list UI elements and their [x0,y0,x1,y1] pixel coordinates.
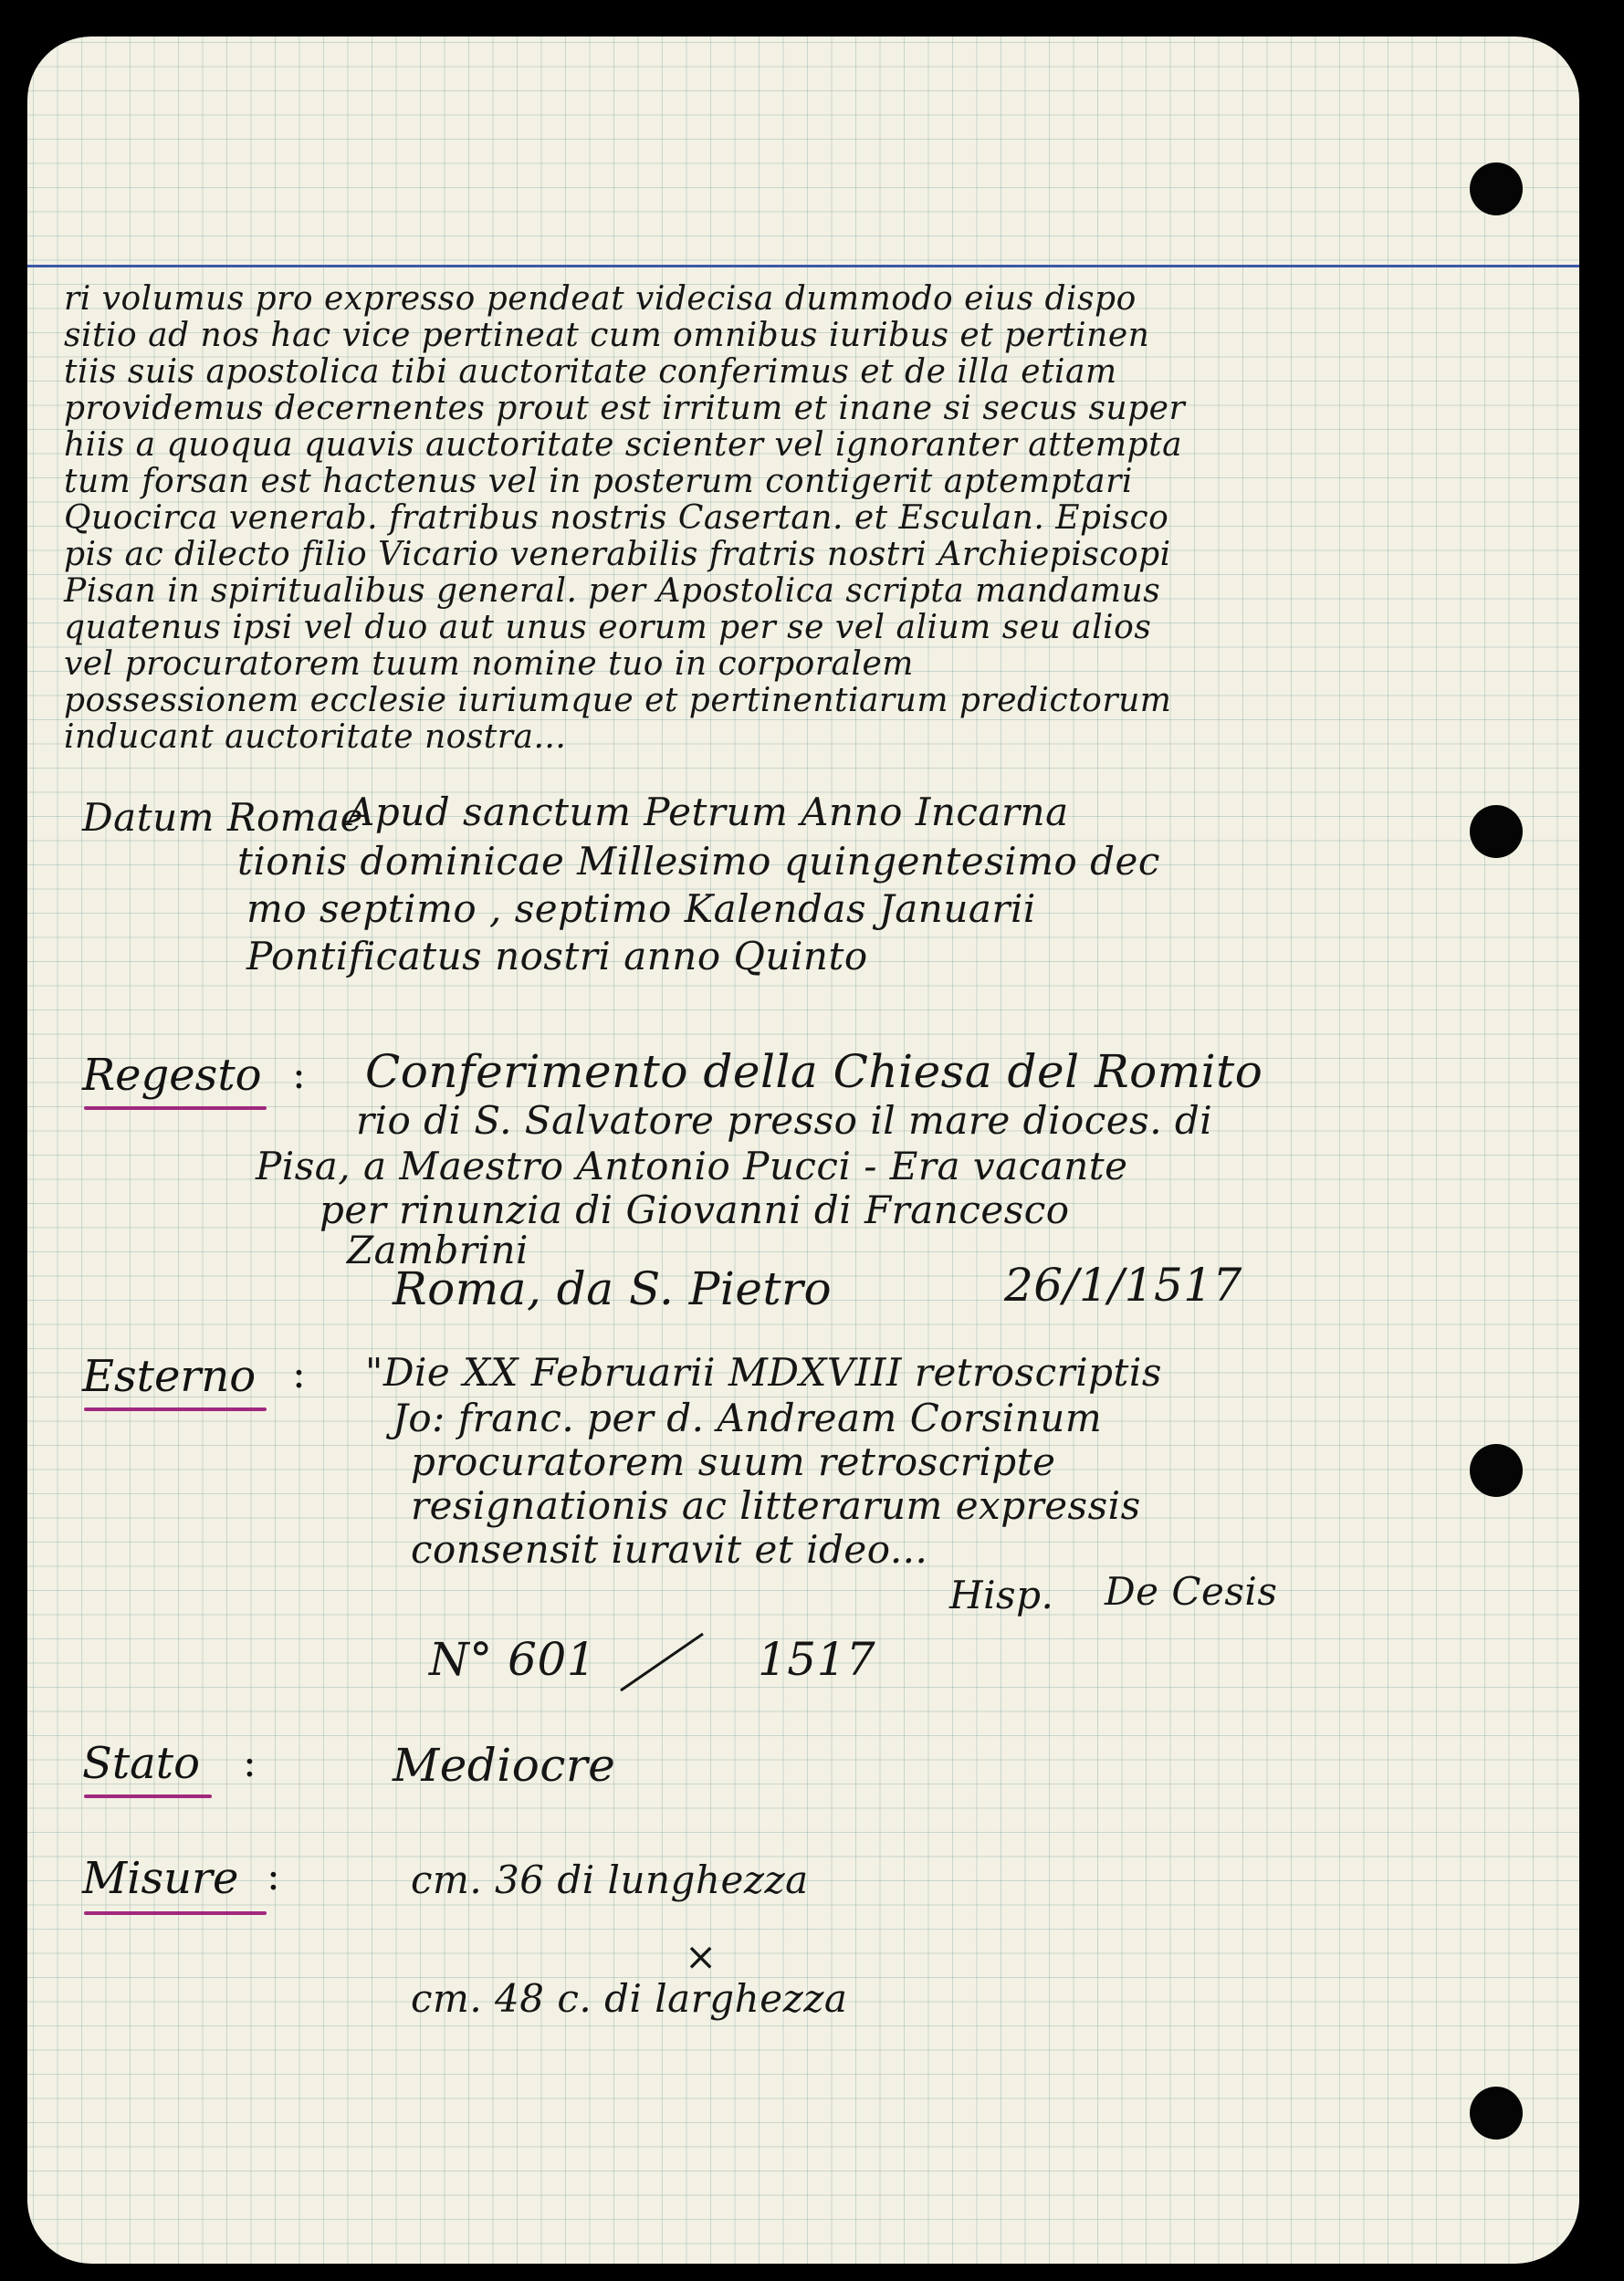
regesto-place: Roma, da S. Pietro [393,1262,833,1315]
latin-line: sitio ad nos hac vice pertineat cum omnibus iuribus et pertinen [64,317,1150,354]
punch-hole-top [1470,162,1523,215]
latin-line: possessionem ecclesie iuriumque et pertinentiarum predictorum [64,682,1172,719]
latin-line: quatenus ipsi vel duo aut unus eorum per se vel alium seu alios [64,609,1152,646]
datum-line-3: mo septimo , septimo Kalendas Januarii [246,886,1036,931]
misure-label: Misure [82,1853,239,1904]
datum-line-2: tionis dominicae Millesimo quingentesimo dec [237,839,1160,884]
datum-place: Datum Romae [82,795,363,840]
latin-line: tiis suis apostolica tibi auctoritate conferimus et de illa etiam [64,353,1117,391]
number-slash [612,1625,712,1698]
punch-hole-lower-middle [1470,1444,1523,1497]
misure-width: cm. 48 c. di larghezza [411,1976,848,2021]
latin-line: tum forsan est hactenus vel in posterum contigerit aptemptari [64,463,1133,500]
esterno-line-4: resignationis ac litterarum expressis [411,1483,1141,1528]
latin-line: vel procuratorem tuum nomine tuo in corporalem [64,645,914,683]
latin-transcription [64,281,1185,756]
esterno-underline [84,1407,267,1411]
esterno-colon: : [292,1351,306,1397]
regesto-underline [84,1106,267,1110]
stato-underline [84,1794,212,1798]
notebook-page [27,37,1579,2264]
datum-line-4: Pontificatus nostri anno Quinto [246,934,868,978]
regesto-label: Regesto [82,1050,262,1101]
regesto-colon: : [292,1052,306,1098]
latin-line: hiis a quoqua quavis auctoritate scienter vel ignoranter attempta [64,426,1183,464]
misure-underline [84,1911,267,1915]
regesto-line-3: Pisa, a Maestro Antonio Pucci - Era vacante [256,1144,1128,1188]
latin-line: providemus decernentes prout est irritum et inane si secus super [64,390,1186,427]
datum-line-1: Apud sanctum Petrum Anno Incarna [347,790,1069,834]
regesto-line-1: Conferimento della Chiesa del Romito [365,1045,1263,1098]
stato-colon: : [243,1740,257,1786]
punch-hole-bottom [1470,2087,1523,2140]
latin-line: Quocirca venerab. fratribus nostris Casertan. et Esculan. Episco [64,499,1169,537]
stato-label: Stato [82,1738,200,1789]
esterno-line-5: consensit iuravit et ideo... [411,1527,928,1572]
latin-line: Pisan in spiritualibus general. per Apostolica scripta mandamus [64,572,1161,610]
punch-hole-upper-middle [1470,805,1523,858]
latin-line: ri volumus pro expresso pendeat videcisa dummodo eius dispo [64,280,1137,318]
regesto-line-2: rio di S. Salvatore presso il mare dioces. di [356,1098,1213,1143]
regesto-line-4: per rinunzia di Giovanni di Francesco [320,1188,1070,1232]
document-number: N° 601 [429,1633,597,1686]
esterno-signature-cesis: De Cesis [1105,1569,1278,1614]
misure-times-sign: × [685,1934,718,1979]
document-year: 1517 [758,1633,876,1686]
esterno-line-1: "Die XX Februarii MDXVIII retroscriptis [365,1350,1162,1395]
regesto-date: 26/1/1517 [1004,1259,1242,1312]
latin-line: pis ac dilecto filio Vicario venerabilis fratris nostri Archiepiscopi [64,536,1171,573]
regesto-line-5: Zambrini [347,1228,529,1272]
misure-colon: : [267,1853,280,1899]
esterno-line-3: procuratorem suum retroscripte [411,1439,1056,1484]
stato-value: Mediocre [393,1739,616,1792]
blue-margin-line [27,265,1579,267]
esterno-label: Esterno [82,1351,257,1402]
misure-length: cm. 36 di lunghezza [411,1857,809,1902]
latin-line: inducant auctoritate nostra... [64,718,567,756]
esterno-line-2: Jo: franc. per d. Andream Corsinum [393,1396,1103,1440]
esterno-signature-hisp: Hisp. [949,1573,1054,1617]
